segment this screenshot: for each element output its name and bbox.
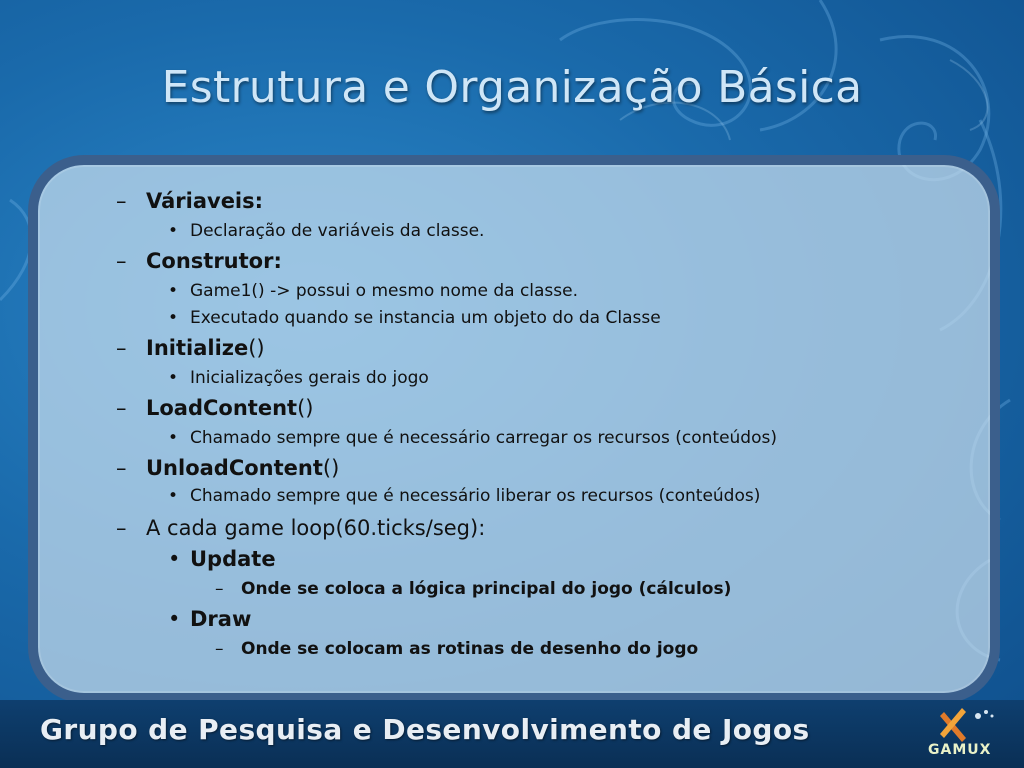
bullet-bold-text: Onde se coloca a lógica principal do jogo (cálculos) xyxy=(241,579,732,599)
content-panel xyxy=(28,155,1000,703)
bullet-text: Inicializações gerais do jogo xyxy=(190,368,429,388)
bullet-text: () xyxy=(322,456,340,480)
bullet-text: Executado quando se instancia um objeto do da Classe xyxy=(190,308,661,328)
bullet-text: () xyxy=(248,336,265,360)
gamux-logo-text: GAMUX xyxy=(928,742,992,758)
bullet-text: Declaração de variáveis da classe. xyxy=(190,221,485,241)
bullet-bold-text: Initialize xyxy=(146,336,249,360)
bullet-text: Chamado sempre que é necessário liberar os recursos (conteúdos) xyxy=(190,486,761,506)
bullet-text: Chamado sempre que é necessário carregar os recursos (conteúdos) xyxy=(190,428,777,448)
bullet-bold-text: UnloadContent xyxy=(146,456,323,480)
bullet-text: A cada game loop(60.ticks/seg): xyxy=(146,516,486,540)
bullet-bold-text: LoadContent xyxy=(146,396,298,420)
slide-title: Estrutura e Organização Básica xyxy=(161,62,863,113)
bullet-text: Game1() -> possui o mesmo nome da classe. xyxy=(190,281,579,301)
bullet-bold-text: Váriaveis: xyxy=(146,189,264,213)
footer-group-name: Grupo de Pesquisa e Desenvolvimento de Jogos xyxy=(40,713,810,746)
bullet-bold-text: Draw xyxy=(190,607,252,631)
bullet-text: () xyxy=(297,396,314,420)
bullet-bold-text: Update xyxy=(190,547,276,571)
bullet-bold-text: Onde se colocam as rotinas de desenho do jogo xyxy=(241,639,699,659)
bullet-bold-text: Construtor: xyxy=(146,249,282,273)
